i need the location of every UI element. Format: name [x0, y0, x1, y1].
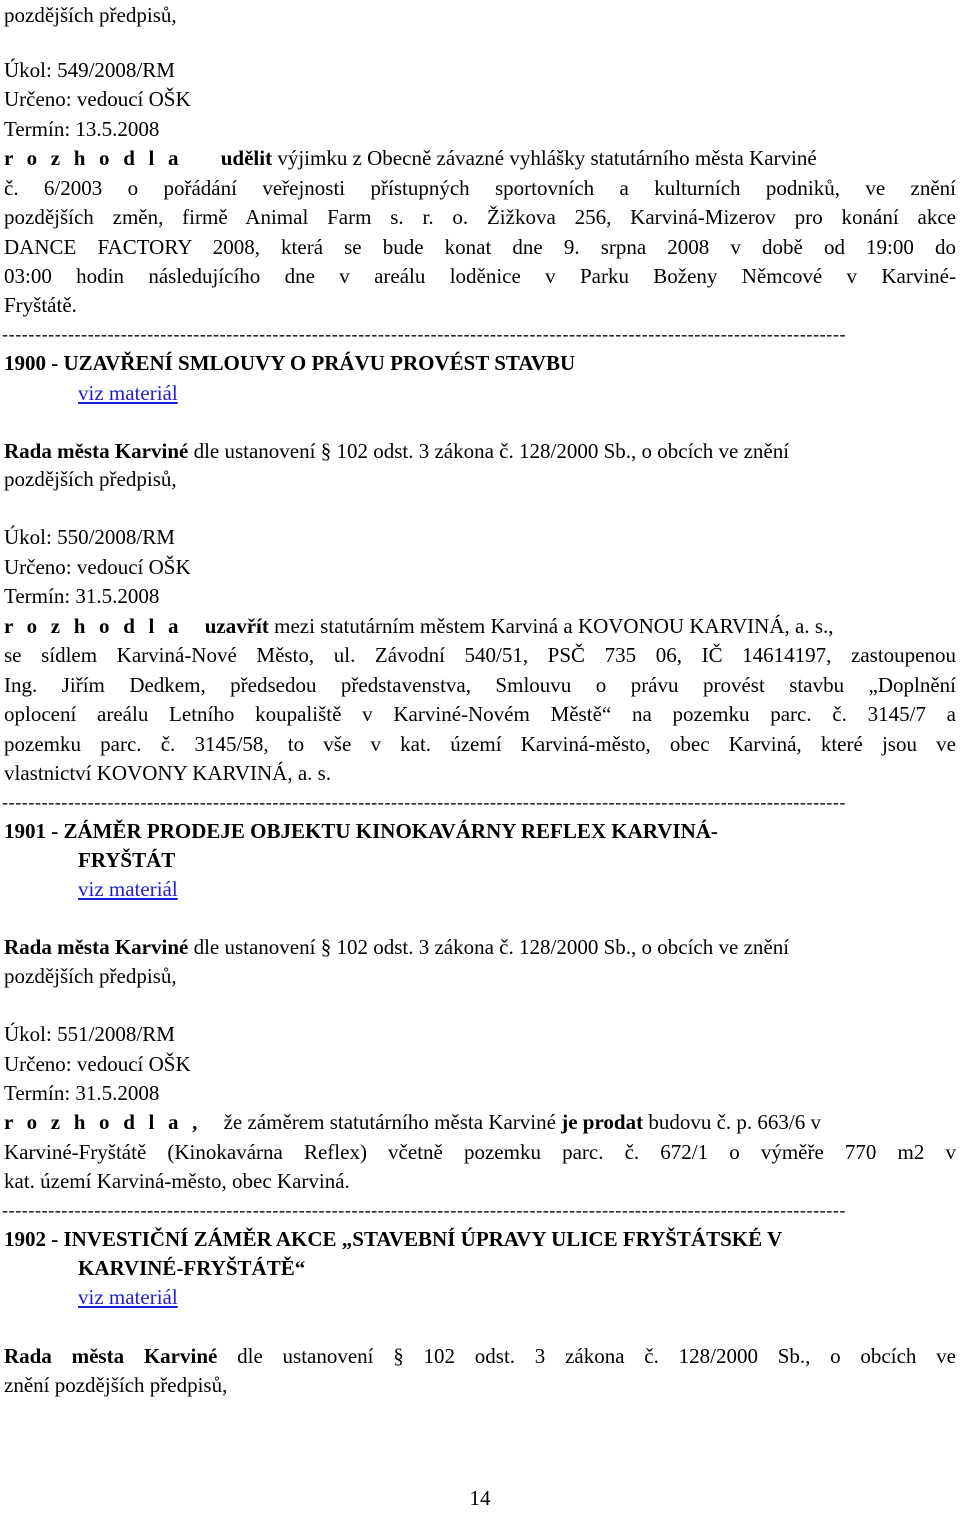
council-name: Rada města Karviné	[4, 1344, 218, 1368]
text-line: pozemku parc. č. 3145/58, to vše v kat. území Karviná-město, obec Karviná, které jsou ve	[4, 732, 956, 756]
page-number: 14	[469, 1486, 491, 1510]
item-heading-cont: FRYŠTÁT	[78, 848, 176, 872]
task-number: Úkol: 549/2008/RM	[4, 58, 175, 82]
text-line: se sídlem Karviná-Nové Město, ul. Závodní 540/51, PSČ 735 06, IČ 14614197, zastoupenou	[4, 643, 956, 667]
text-line: 03:00 hodin následujícího dne v areálu loděnice v Parku Boženy Němcové v Karviné-	[4, 264, 956, 288]
council-line	[4, 438, 789, 464]
view-material-link[interactable]: viz materiál	[78, 381, 178, 405]
text-line: Karviné-Fryštátě (Kinokavárna Reflex) včetně pozemku parc. č. 672/1 o výměře 770 m2 v	[4, 1140, 956, 1164]
decision-line	[4, 613, 834, 639]
text-line: č. 6/2003 o pořádání veřejnosti přístupných sportovních a kulturních podniků, ve znění	[4, 176, 956, 200]
text-line: Ing. Jiřím Dedkem, předsedou představenstva, Smlouvu o právu provést stavbu „Doplnění	[4, 673, 956, 697]
decision-word: r o z h o d l a	[4, 614, 183, 638]
council-line	[4, 934, 789, 960]
text-line: kat. území Karviná-město, obec Karviná.	[4, 1169, 350, 1193]
task-deadline: Termín: 31.5.2008	[4, 584, 160, 608]
decision-text: výjimku z Obecně závazné vyhlášky statutárního města Karviné	[277, 146, 817, 170]
item-heading: 1900 - UZAVŘENÍ SMLOUVY O PRÁVU PROVÉST STAVBU	[4, 351, 576, 375]
council-name: Rada města Karviné	[4, 439, 189, 463]
task-assignee: Určeno: vedoucí OŠK	[4, 87, 191, 111]
council-text: dle ustanovení § 102 odst. 3 zákona č. 128/2000 Sb., o obcích ve znění	[193, 935, 790, 959]
text-line: oplocení areálu Letního koupaliště v Karviné-Novém Městě“ na pozemku parc. č. 3145/7 a	[4, 702, 956, 726]
decision-word: r o z h o d l a ,	[4, 1110, 202, 1134]
decision-word: r o z h o d l a	[4, 146, 183, 170]
council-text: dle ustanovení § 102 odst. 3 zákona č. 128/2000 Sb., o obcích ve znění	[193, 439, 790, 463]
separator: --------------------------------------------------------------------------------------------------------------------------------	[2, 793, 847, 811]
text-line: vlastnictví KOVONY KARVINÁ, a. s.	[4, 761, 332, 785]
decision-text: že záměrem statutárního města Karviné	[223, 1110, 556, 1134]
task-deadline: Termín: 13.5.2008	[4, 117, 160, 141]
separator: --------------------------------------------------------------------------------------------------------------------------------	[2, 325, 847, 343]
task-number: Úkol: 551/2008/RM	[4, 1022, 175, 1046]
text-line: pozdějších předpisů,	[4, 3, 177, 27]
text-line: Fryštátě.	[4, 293, 77, 317]
text-line: pozdějších předpisů,	[4, 467, 177, 491]
view-material-link[interactable]: viz materiál	[78, 877, 178, 901]
item-heading: 1901 - ZÁMĚR PRODEJE OBJEKTU KINOKAVÁRNY REFLEX KARVINÁ-	[4, 819, 718, 843]
council-text: dle ustanovení § 102 odst. 3 zákona č. 128/2000 Sb., o obcích ve	[237, 1344, 956, 1368]
text-line: pozdějších změn, firmě Animal Farm s. r. o. Žižkova 256, Karviná-Mizerov pro konání akce	[4, 205, 956, 229]
item-heading: 1902 - INVESTIČNÍ ZÁMĚR AKCE „STAVEBNÍ ÚPRAVY ULICE FRYŠTÁTSKÉ V	[4, 1227, 783, 1251]
decision-text: mezi statutárním městem Karviná a KOVONOU KARVINÁ, a. s.,	[274, 614, 834, 638]
task-assignee: Určeno: vedoucí OŠK	[4, 1052, 191, 1076]
separator: --------------------------------------------------------------------------------------------------------------------------------	[2, 1201, 847, 1219]
decision-line	[4, 1109, 821, 1135]
item-heading-cont: KARVINÉ-FRYŠTÁTĚ“	[78, 1256, 306, 1280]
decision-text: budovu č. p. 663/6 v	[648, 1110, 821, 1134]
decision-verb: uzavřít	[204, 614, 269, 638]
decision-verb: je prodat	[561, 1110, 644, 1134]
council-name: Rada města Karviné	[4, 935, 189, 959]
text-line: DANCE FACTORY 2008, která se bude konat dne 9. srpna 2008 v době od 19:00 do	[4, 235, 956, 259]
task-number: Úkol: 550/2008/RM	[4, 525, 175, 549]
decision-verb: udělit	[220, 146, 273, 170]
task-deadline: Termín: 31.5.2008	[4, 1081, 160, 1105]
decision-line	[4, 145, 817, 171]
council-line	[4, 1343, 956, 1369]
text-line: pozdějších předpisů,	[4, 964, 177, 988]
view-material-link[interactable]: viz materiál	[78, 1285, 178, 1309]
task-assignee: Určeno: vedoucí OŠK	[4, 555, 191, 579]
text-line: znění pozdějších předpisů,	[4, 1373, 228, 1397]
